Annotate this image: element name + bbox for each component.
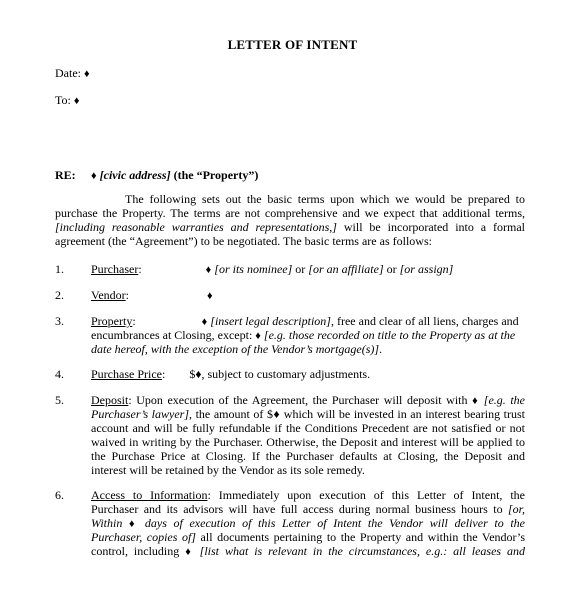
re-diamond: ♦ [91, 170, 97, 182]
to-line [55, 93, 79, 108]
deposit-line-4: waived in writing by the Purchaser. Otherwise, the Deposit and interest will be applied to [91, 435, 525, 449]
re-label: RE: [55, 168, 76, 182]
item-number: 3. [55, 314, 64, 328]
intro-line-2: purchase the Property. The terms are not comprehensive and we expect that additional terms, [55, 206, 525, 220]
property-line-2: encumbrances at Closing, except: ♦ [e.g. those recorded on title to the Property as at the [91, 328, 516, 342]
re-address: [civic address] [99, 168, 171, 182]
purchase-price-text: $♦, subject to customary adjustments. [189, 367, 371, 381]
access-line-2: Purchaser and its advisors will have full access during normal business hours to [or, [91, 502, 526, 516]
vendor-diamond: ♦ [207, 290, 213, 302]
date-label: Date: [55, 66, 81, 80]
deposit-line-5: the Purchase Price at Closing. If the Purchaser defaults at Closing, the Deposit and [91, 449, 525, 463]
date-placeholder-diamond: ♦ [84, 68, 90, 80]
deposit-line-1: Deposit: Upon execution of the Agreement, the Purchaser will deposit with ♦ [e.g. the [91, 393, 526, 407]
purchaser-diamond: ♦ [205, 264, 212, 276]
re-property: (the “Property”) [173, 168, 259, 182]
access-line-3: Within ♦ days of execution of this Letter of Intent the Vendor will deliver to the [91, 516, 526, 530]
date-line [55, 66, 90, 81]
access-line-5: control, including ♦ [list what is relevant in the circumstances, e.g.: all leases and [91, 544, 526, 558]
intro-line-3: [including reasonable warranties and representations,] will be incorporated into a formal [55, 220, 525, 234]
intro-paragraph [55, 192, 525, 248]
letter-page: LETTER OF INTENT Date: ♦ To: ♦ RE: ♦ [civic address] (the “Property”) The following sets out the basic terms upon which we would be prepared to purchase the Property. The terms are not comprehensive and we expect that additional terms, [including reasonable warranties and representations,] will be incorporated into a formal agreement (the “Agreement”) to be negotiated. The basic terms are as follows: 1. Purchaser: ♦ [or its nominee] or [or an affiliate] or [or assign] 2. Vendor: ♦ 3. Property: ♦ [insert legal description], free and clear of all liens, charges and encumbrances at Closing, except: ♦ [e.g. those recorded on title to the Property as at the date hereof, with the exception of the Vendor’s mortgage(s)]. 4. Purchase Price: $♦, subject to customary adjustments. 5. Deposit: Upon execution of the Agreement, the Purchaser will deposit with ♦ [e.g. the Purchaser’s lawyer], the amount of $♦ which will be invested in an interest bearing trust account and will be fully refundable if the Conditions Precedent are not satisfied or not waived in writing by the Purchaser. Otherwise, the Deposit and interest will be applied to the Purchase Price at Closing. If the Purchaser defaults at Closing, the Deposit and interest will be retained by the Vendor as its sole remedy. 6. Access to Information: Immediately upon execution of this Letter of Intent, the Purchaser and its advisors will have full access during normal business hours to [or, Within ♦ days of execution of this Letter of Intent the Vendor will deliver to the Purchaser, copies of] all documents pertaining to the Property and within the Vendor’s control, including ♦ [list what is relevant in the circumstances, e.g.: all leases and [0, 0, 585, 600]
item-label: Purchaser [91, 262, 139, 276]
item-number: 6. [55, 488, 64, 502]
access-line-1: Access to Information: Immediately upon execution of this Letter of Intent, the [91, 488, 526, 502]
item-number: 4. [55, 367, 64, 381]
property-line-1: Property: ♦ [insert legal description], free and clear of all liens, charges and [91, 314, 519, 328]
property-line-3: date hereof, with the exception of the Vendor’s mortgage(s)]. [91, 342, 383, 356]
re-line [91, 168, 258, 183]
intro-line-1: The following sets out the basic terms upon which we would be prepared to [125, 192, 525, 206]
item-label: Purchase Price [91, 367, 162, 381]
deposit-line-3: account and will be fully refundable if the Conditions Precedent are not satisfied or not [91, 421, 525, 435]
item-number: 1. [55, 262, 64, 276]
to-label: To: [55, 93, 71, 107]
deposit-line-2: Purchaser’s lawyer], the amount of $♦ which will be invested in an interest bearing trust [91, 407, 525, 421]
deposit-line-6: interest will be retained by the Vendor as its sole remedy. [91, 463, 365, 477]
item-number: 2. [55, 288, 64, 302]
intro-line-4: agreement (the “Agreement”) to be negotiated. The basic terms are as follows: [55, 234, 432, 248]
document-title: LETTER OF INTENT [227, 37, 358, 52]
item-label: Vendor [91, 288, 126, 302]
to-placeholder-diamond: ♦ [73, 95, 80, 107]
access-line-4: Purchaser, copies of] all documents pertaining to the Property and within the Vendor’s [91, 530, 526, 544]
item-number: 5. [55, 393, 64, 407]
